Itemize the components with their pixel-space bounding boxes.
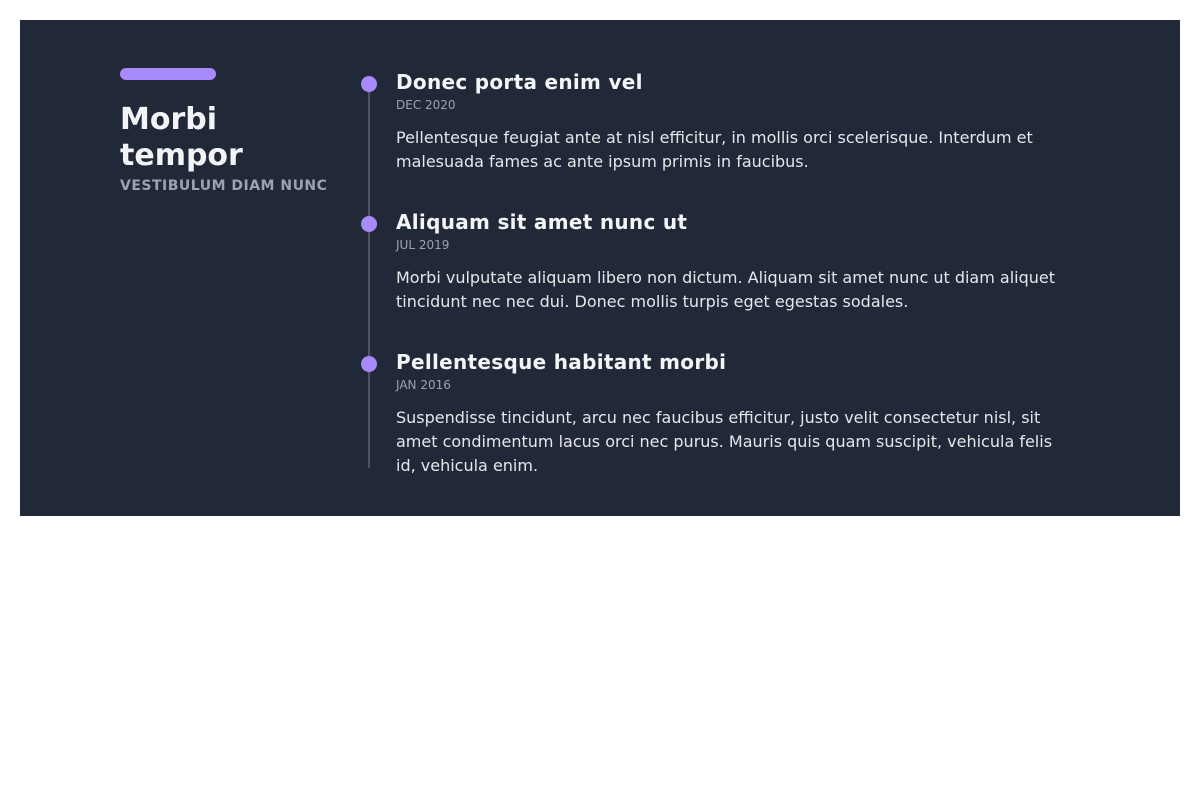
timeline-dot-icon (361, 216, 377, 232)
page-subtitle: VESTIBULUM DIAM NUNC (120, 178, 328, 194)
entry-body: Morbi vulputate aliquam libero non dictum. Aliquam sit amet nunc ut diam aliquet tincidunt nec nec dui. Donec mollis turpis eget egestas sodales. (396, 268, 1056, 311)
timeline-dot-icon (361, 356, 377, 372)
timeline (360, 68, 1080, 512)
timeline-entry (360, 68, 1080, 174)
accent-bar (120, 68, 216, 80)
timeline-header (120, 68, 350, 194)
timeline-entry (360, 348, 1080, 478)
page-title: Morbi tempor (120, 102, 243, 173)
timeline-dot-icon (361, 76, 377, 92)
entry-date: JUL 2019 (396, 238, 450, 252)
timeline-entry (360, 208, 1080, 314)
entry-date: DEC 2020 (396, 98, 456, 112)
entry-title: Pellentesque habitant morbi (396, 350, 727, 374)
entry-body: Suspendisse tincidunt, arcu nec faucibus efficitur, justo velit consectetur nisl, sit amet condimentum lacus orci nec purus. Mauris quis quam suscipit, vehicula felis id, vehicula enim. (396, 408, 1053, 475)
entry-body: Pellentesque feugiat ante at nisl efficitur, in mollis orci scelerisque. Interdum et malesuada fames ac ante ipsum primis in faucibus. (396, 128, 1033, 171)
entry-date: JAN 2016 (396, 378, 451, 392)
timeline-panel (20, 20, 1180, 516)
entry-title: Donec porta enim vel (396, 70, 643, 94)
entry-title: Aliquam sit amet nunc ut (396, 210, 688, 234)
